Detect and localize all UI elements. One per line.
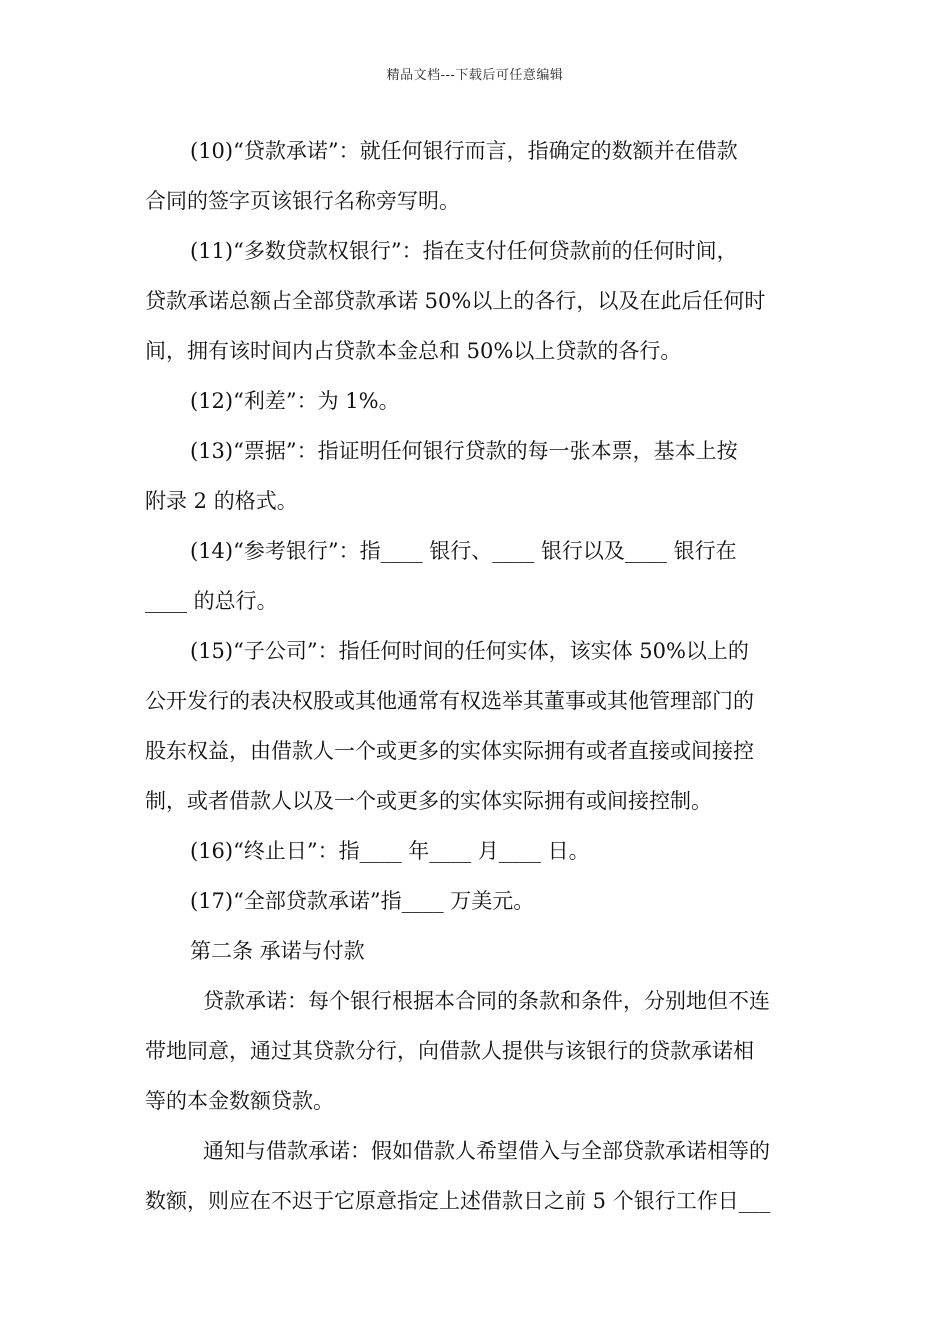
text-line: 贷款承诺：每个银行根据本合同的条款和条件，分别地但不连 <box>203 989 770 1013</box>
text-line: 股东权益，由借款人一个或更多的实体实际拥有或者直接或间接控 <box>145 739 754 763</box>
text-line: 数额，则应在不迟于它原意指定上述借款日之前 5 个银行工作日___ <box>145 1189 771 1213</box>
clause-13 <box>145 426 807 526</box>
text-line: (10)“贷款承诺”：就任何银行而言，指确定的数额并在借款 <box>190 139 738 163</box>
text-line: 合同的签字页该银行名称旁写明。 <box>145 189 460 213</box>
text-line: (13)“票据”：指证明任何银行贷款的每一张本票，基本上按 <box>190 439 738 463</box>
clause-16 <box>145 826 807 876</box>
notice-paragraph <box>145 1126 807 1226</box>
text-line: 贷款承诺总额占全部贷款承诺 50%以上的各行，以及在此后任何时 <box>145 289 766 313</box>
clause-14 <box>145 526 807 626</box>
text-line: (12)“利差”：为 1%。 <box>190 389 400 413</box>
loan-commitment-paragraph <box>145 976 807 1126</box>
text-line: (17)“全部贷款承诺”指____ 万美元。 <box>190 889 535 913</box>
clause-17 <box>145 876 807 926</box>
document-body <box>145 126 807 1226</box>
section-heading: 第二条 承诺与付款 <box>190 939 365 963</box>
text-line: 带地同意，通过其贷款分行，向借款人提供与该银行的贷款承诺相 <box>145 1039 754 1063</box>
text-line: 制，或者借款人以及一个或更多的实体实际拥有或间接控制。 <box>145 789 712 813</box>
clause-15 <box>145 626 807 826</box>
page-header: 精品文档---下载后可任意编辑 <box>386 68 564 83</box>
text-line: ____ 的总行。 <box>145 589 278 613</box>
clause-12 <box>145 376 807 426</box>
clause-11 <box>145 226 807 376</box>
text-line: (16)“终止日”：指____ 年____ 月____ 日。 <box>190 839 590 863</box>
article-2-heading <box>145 926 807 976</box>
text-line: 公开发行的表决权股或其他通常有权选举其董事或其他管理部门的 <box>145 689 754 713</box>
text-line: 间，拥有该时间内占贷款本金总和 50%以上贷款的各行。 <box>145 339 682 363</box>
text-line: (11)“多数贷款权银行”：指在支付任何贷款前的任何时间， <box>190 239 738 263</box>
clause-10 <box>145 126 807 226</box>
text-line: 等的本金数额贷款。 <box>145 1089 334 1113</box>
text-line: (15)“子公司”：指任何时间的任何实体，该实体 50%以上的 <box>190 639 749 663</box>
text-line: 附录 2 的格式。 <box>145 489 298 513</box>
text-line: 通知与借款承诺：假如借款人希望借入与全部贷款承诺相等的 <box>203 1139 770 1163</box>
text-line: (14)“参考银行”：指____ 银行、____ 银行以及____ 银行在 <box>190 539 737 563</box>
